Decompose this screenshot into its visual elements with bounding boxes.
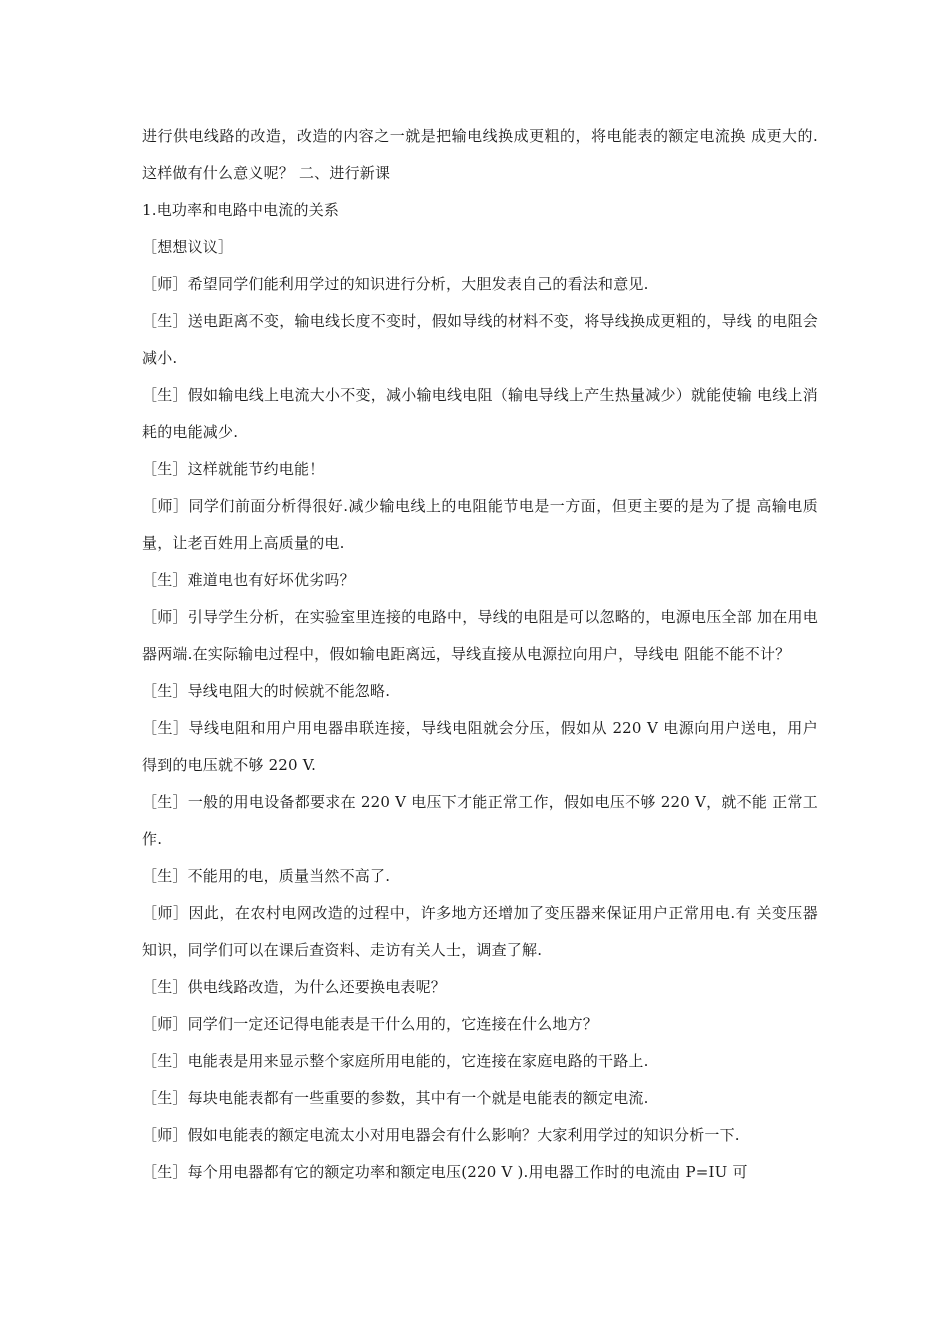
dialogue-line: ［生］这样就能节约电能！ <box>142 460 325 478</box>
dialogue-line: ［生］送电距离不变，输电线长度不变时，假如导线的材料不变，将导线换成更粗的，导线 的电阻会减小. <box>142 312 818 367</box>
dialogue-line: ［师］同学们一定还记得电能表是干什么用的，它连接在什么地方？ <box>142 1015 599 1033</box>
dialogue-line: ［师］同学们前面分析得很好.减少输电线上的电阻能节电是一方面，但更主要的是为了提 高输电质量，让老百姓用上高质量的电. <box>142 497 818 552</box>
section-heading: 1.电功率和电路中电流的关系 <box>142 201 340 219</box>
dialogue-line: ［生］供电线路改造，为什么还要换电表呢？ <box>142 978 447 996</box>
dialogue-line: ［生］一般的用电设备都要求在 220 V 电压下才能正常工作，假如电压不够 220 V，就不能 正常工作. <box>142 793 818 848</box>
dialogue-line: ［生］导线电阻大的时候就不能忽略. <box>142 682 391 700</box>
subheading-discussion: ［想想议议］ <box>142 238 234 256</box>
dialogue-line: ［生］不能用的电，质量当然不高了. <box>142 867 391 885</box>
dialogue-line: ［师］希望同学们能利用学过的知识进行分析，大胆发表自己的看法和意见. <box>142 275 649 293</box>
dialogue-line: ［生］导线电阻和用户用电器串联连接，导线电阻就会分压，假如从 220 V 电源向用户送电，用户得到的电压就不够 220 V. <box>142 719 818 774</box>
dialogue-line: ［生］难道电也有好坏优劣吗？ <box>142 571 355 589</box>
document-body <box>142 118 818 1191</box>
dialogue-line: ［师］因此，在农村电网改造的过程中，许多地方还增加了变压器来保证用户正常用电.有 关变压器知识，同学们可以在课后查资料、走访有关人士，调查了解. <box>142 904 818 959</box>
dialogue-line: ［生］每块电能表都有一些重要的参数，其中有一个就是电能表的额定电流. <box>142 1089 649 1107</box>
dialogue-line: ［生］假如输电线上电流大小不变，减小输电线电阻（输电导线上产生热量减少）就能使输 电线上消耗的电能减少. <box>142 386 818 441</box>
dialogue-line: ［生］每个用电器都有它的额定功率和额定电压(220 V ).用电器工作时的电流由 P=IU 可 <box>142 1163 748 1181</box>
paragraph-intro: 进行供电线路的改造，改造的内容之一就是把输电线换成更粗的，将电能表的额定电流换 成更大的.这样做有什么意义呢？ 二、进行新课 <box>142 127 818 182</box>
dialogue-line: ［生］电能表是用来显示整个家庭所用电能的，它连接在家庭电路的干路上. <box>142 1052 649 1070</box>
dialogue-line: ［师］引导学生分析，在实验室里连接的电路中，导线的电阻是可以忽略的，电源电压全部 加在用电器两端.在实际输电过程中，假如输电距离远，导线直接从电源拉向用户，导线电 阻能不能不计？ <box>142 608 818 663</box>
dialogue-line: ［师］假如电能表的额定电流太小对用电器会有什么影响？大家利用学过的知识分析一下. <box>142 1126 740 1144</box>
